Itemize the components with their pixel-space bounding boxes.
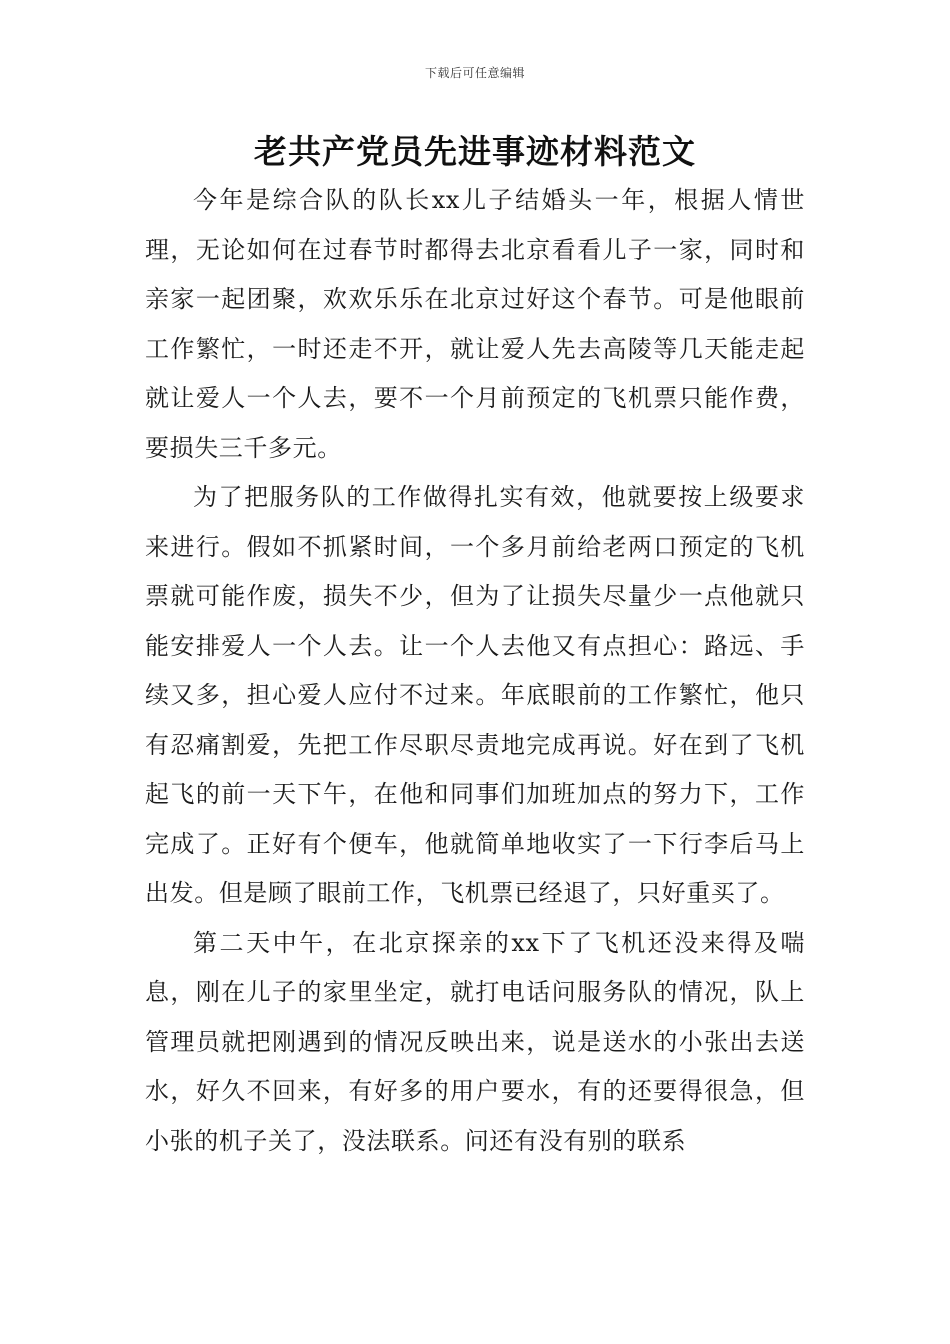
document-body — [145, 176, 805, 1166]
document-title: 老共产党员先进事迹材料范文 — [254, 132, 696, 171]
header-note: 下载后可任意编辑 — [424, 66, 525, 80]
paragraph-3: 第二天中午，在北京探亲的xx下了飞机还没来得及喘息，刚在儿子的家里坐定，就打电话问服务队的情况，队上管理员就把刚遇到的情况反映出来，说是送水的小张出去送水，好久不回来，有好多的用户要水，有的还要得很急，但小张的机子关了，没法联系。问还有没有别的联系 — [145, 928, 805, 1155]
paragraph-1: 今年是综合队的队长xx儿子结婚头一年，根据人情世理，无论如何在过春节时都得去北京看看儿子一家，同时和亲家一起团聚，欢欢乐乐在北京过好这个春节。可是他眼前工作繁忙，一时还走不开，就让爱人先去高陵等几天能走起就让爱人一个人去，要不一个月前预定的飞机票只能作费，要损失三千多元。 — [145, 186, 805, 462]
paragraph-2: 为了把服务队的工作做得扎实有效，他就要按上级要求来进行。假如不抓紧时间，一个多月前给老两口预定的飞机票就可能作废，损失不少，但为了让损失尽量少一点他就只能安排爱人一个人去。让一个人去他又有点担心：路远、手续又多，担心爱人应付不过来。年底眼前的工作繁忙，他只有忍痛割爱，先把工作尽职尽责地完成再说。好在到了飞机起飞的前一天下午，在他和同事们加班加点的努力下，工作完成了。正好有个便车，他就简单地收实了一下行李后马上出发。但是顾了眼前工作，飞机票已经退了，只好重买了。 — [145, 483, 805, 907]
